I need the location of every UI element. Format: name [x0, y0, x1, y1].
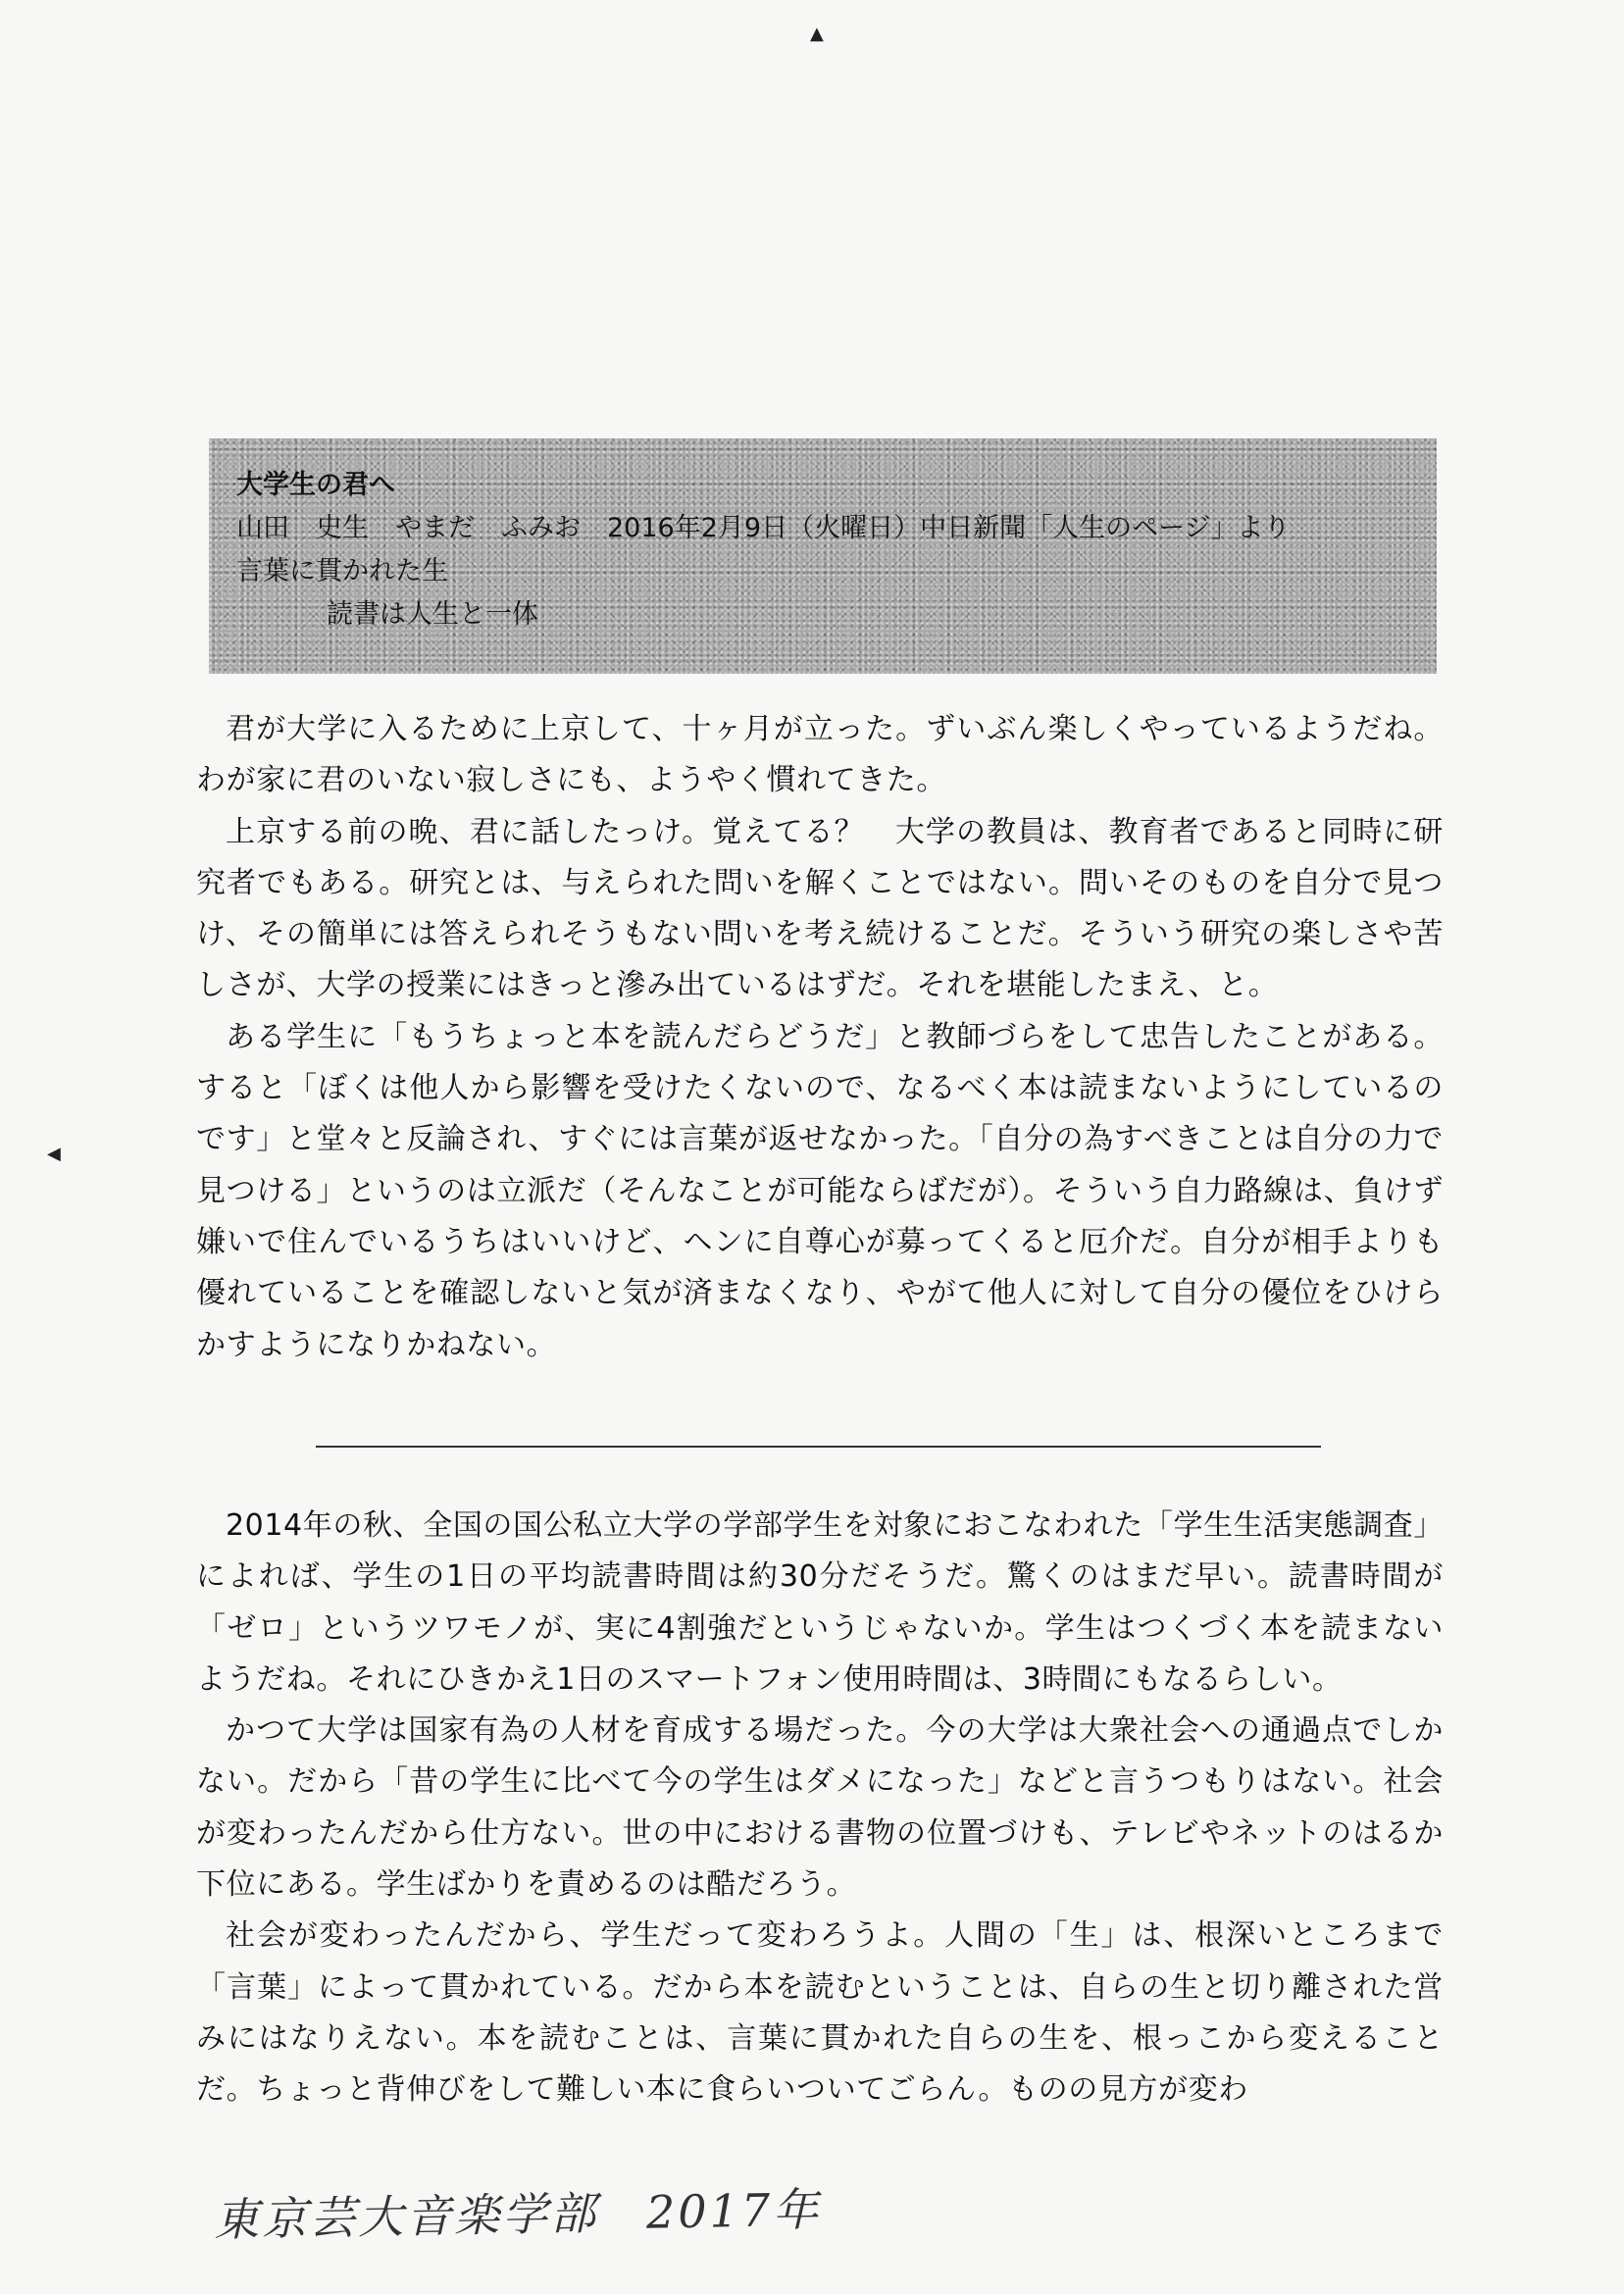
- article-section-2: [196, 1501, 1444, 2116]
- article-subtitle: 言葉に貫かれた生: [236, 556, 448, 586]
- paragraph: 君が大学に入るために上京して、十ヶ月が立った。ずいぶん楽しくやっているようだね。わが家に君のいない寂しさにも、ようやく慣れてきた。: [196, 712, 1444, 798]
- article-subheading: 読書は人生と一体: [327, 599, 538, 630]
- handwritten-annotation: 東京芸大音楽学部 2017年: [213, 2182, 822, 2247]
- article-title: 大学生の君へ: [236, 470, 395, 500]
- article-section-1: [196, 704, 1444, 1371]
- paragraph: 社会が変わったんだから、学生だって変わろうよ。人間の「生」は、根深いところまで「言葉」によって貫かれている。だから本を読むということは、自らの生と切り離された営みにはなりえない。本を読むことは、言葉に貫かれた自らの生を、根っこから変えることだ。ちょっと背伸びをして難しい本に食らいついてごらん。ものの見方が変わ: [196, 1918, 1444, 2108]
- paragraph: ある学生に「もうちょっと本を読んだらどうだ」と教師づらをして忠告したことがある。すると「ぼくは他人から影響を受けたくないので、なるべく本は読まないようにしているのです」と堂々と反論され、すぐには言葉が返せなかった。「自分の為すべきことは自分の力で見つける」というのは立派だ（そんなことが可能ならばだが）。そういう自力路線は、負けず嫌いで住んでいるうちはいいけど、ヘンに自尊心が募ってくると厄介だ。自分が相手よりも優れていることを確認しないと気が済まなくなり、やがて他人に対して自分の優位をひけらかすようになりかねない。: [196, 1019, 1444, 1362]
- article-header-box: [209, 438, 1437, 674]
- section-divider: [316, 1446, 1321, 1448]
- paragraph: 上京する前の晩、君に話したっけ。覚えてる？ 大学の教員は、教育者であると同時に研究者でもある。研究とは、与えられた問いを解くことではない。問いそのものを自分で見つけ、その簡単には答えられそうもない問いを考え続けることだ。そういう研究の楽しさや苦しさが、大学の授業にはきっと滲み出ているはずだ。それを堪能したまえ、と。: [196, 814, 1444, 1003]
- paragraph: かつて大学は国家有為の人材を育成する場だった。今の大学は大衆社会への通過点でしかない。だから「昔の学生に比べて今の学生はダメになった」などと言うつもりはない。社会が変わったんだから仕方ない。世の中における書物の位置づけも、テレビやネットのはるか下位にある。学生ばかりを責めるのは酷だろう。: [196, 1713, 1444, 1903]
- paragraph: 2014年の秋、全国の国公私立大学の学部学生を対象におこなわれた「学生生活実態調査」によれば、学生の1日の平均読書時間は約30分だそうだ。驚くのはまだ早い。読書時間が「ゼロ」というツワモノが、実に4割強だというじゃないか。学生はつくづく本を読まないようだね。それにひきかえ1日のスマートフォン使用時間は、3時間にもなるらしい。: [196, 1508, 1444, 1697]
- top-triangle-mark: ▲: [810, 24, 824, 44]
- left-triangle-mark: ◀: [47, 1144, 61, 1164]
- article-byline: 山田 史生 やまだ ふみお 2016年2月9日（火曜日）中日新聞「人生のページ」より: [236, 513, 1291, 543]
